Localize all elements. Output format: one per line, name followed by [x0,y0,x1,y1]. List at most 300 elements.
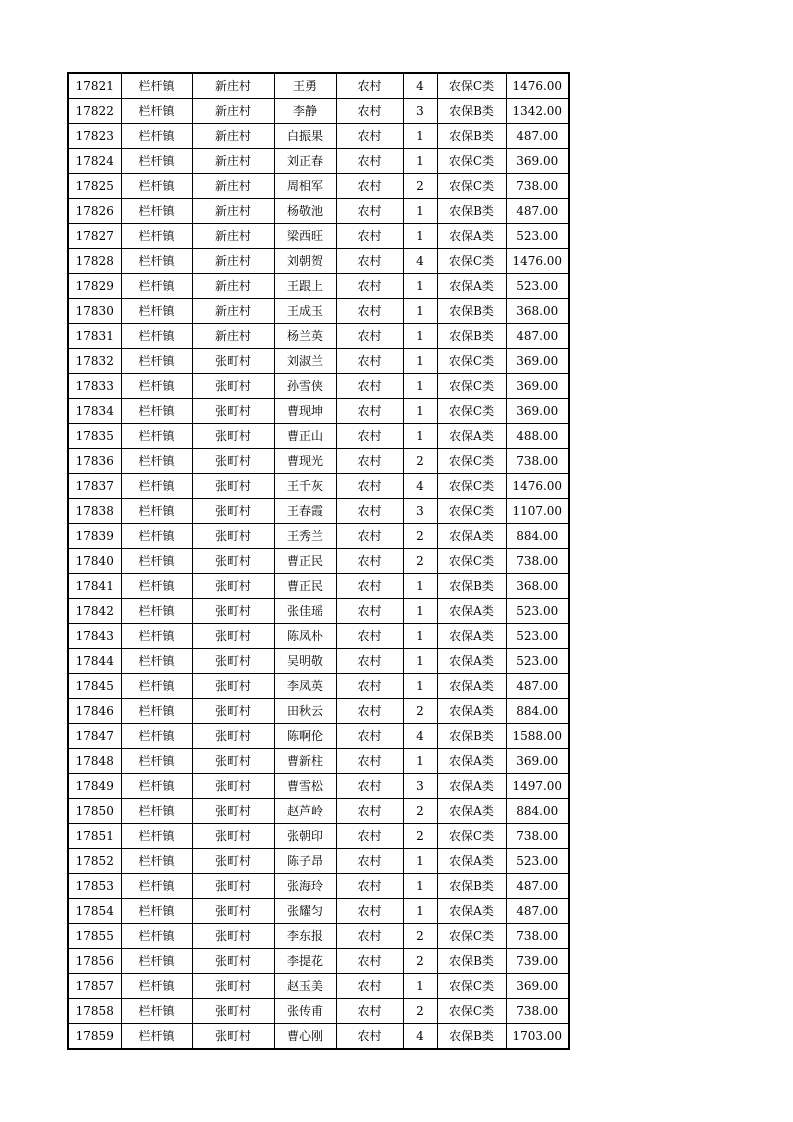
table-row [68,299,569,324]
category-cell: 农保B类 [437,949,506,974]
category-cell: 农保C类 [437,824,506,849]
household-type-cell: 农村 [336,449,403,474]
record-number-cell: 17855 [68,924,121,949]
name-cell: 刘淑兰 [274,349,336,374]
town-cell: 栏杆镇 [121,574,192,599]
people-count-cell: 4 [403,724,437,749]
village-cell: 新庄村 [192,124,274,149]
people-count-cell: 1 [403,324,437,349]
amount-cell: 487.00 [506,899,569,924]
table-row [68,224,569,249]
people-count-cell: 1 [403,124,437,149]
village-cell: 张町村 [192,549,274,574]
category-cell: 农保C类 [437,924,506,949]
table-row [68,324,569,349]
table-row [68,949,569,974]
record-number-cell: 17856 [68,949,121,974]
town-cell: 栏杆镇 [121,499,192,524]
record-number-cell: 17832 [68,349,121,374]
people-count-cell: 2 [403,824,437,849]
village-cell: 张町村 [192,499,274,524]
amount-cell: 739.00 [506,949,569,974]
category-cell: 农保C类 [437,549,506,574]
category-cell: 农保A类 [437,624,506,649]
record-number-cell: 17854 [68,899,121,924]
village-cell: 新庄村 [192,249,274,274]
household-type-cell: 农村 [336,1024,403,1050]
amount-cell: 1476.00 [506,73,569,99]
table-row [68,249,569,274]
table-row [68,724,569,749]
household-type-cell: 农村 [336,524,403,549]
village-cell: 张町村 [192,624,274,649]
record-number-cell: 17825 [68,174,121,199]
household-type-cell: 农村 [336,974,403,999]
table-row [68,774,569,799]
village-cell: 张町村 [192,899,274,924]
people-count-cell: 3 [403,99,437,124]
people-count-cell: 1 [403,399,437,424]
household-type-cell: 农村 [336,424,403,449]
amount-cell: 738.00 [506,449,569,474]
town-cell: 栏杆镇 [121,149,192,174]
people-count-cell: 1 [403,974,437,999]
village-cell: 新庄村 [192,174,274,199]
people-count-cell: 2 [403,174,437,199]
table-row [68,73,569,99]
town-cell: 栏杆镇 [121,349,192,374]
household-type-cell: 农村 [336,349,403,374]
town-cell: 栏杆镇 [121,899,192,924]
people-count-cell: 1 [403,374,437,399]
name-cell: 白振果 [274,124,336,149]
amount-cell: 884.00 [506,524,569,549]
table-row [68,924,569,949]
name-cell: 陈啊伦 [274,724,336,749]
table-row [68,174,569,199]
record-number-cell: 17840 [68,549,121,574]
people-count-cell: 4 [403,474,437,499]
people-count-cell: 1 [403,674,437,699]
category-cell: 农保C类 [437,149,506,174]
category-cell: 农保C类 [437,73,506,99]
amount-cell: 369.00 [506,349,569,374]
amount-cell: 738.00 [506,549,569,574]
table-row [68,799,569,824]
record-number-cell: 17827 [68,224,121,249]
table-row [68,149,569,174]
household-type-cell: 农村 [336,849,403,874]
category-cell: 农保C类 [437,399,506,424]
town-cell: 栏杆镇 [121,249,192,274]
name-cell: 赵玉美 [274,974,336,999]
town-cell: 栏杆镇 [121,999,192,1024]
amount-cell: 1588.00 [506,724,569,749]
household-type-cell: 农村 [336,574,403,599]
amount-cell: 884.00 [506,699,569,724]
household-type-cell: 农村 [336,399,403,424]
name-cell: 田秋云 [274,699,336,724]
category-cell: 农保A类 [437,699,506,724]
table-row [68,674,569,699]
amount-cell: 1342.00 [506,99,569,124]
town-cell: 栏杆镇 [121,599,192,624]
category-cell: 农保A类 [437,674,506,699]
table-row [68,274,569,299]
household-type-cell: 农村 [336,124,403,149]
household-type-cell: 农村 [336,749,403,774]
people-count-cell: 2 [403,699,437,724]
town-cell: 栏杆镇 [121,524,192,549]
category-cell: 农保A类 [437,749,506,774]
people-count-cell: 4 [403,249,437,274]
people-count-cell: 2 [403,799,437,824]
village-cell: 张町村 [192,374,274,399]
category-cell: 农保C类 [437,349,506,374]
amount-cell: 738.00 [506,924,569,949]
household-type-cell: 农村 [336,174,403,199]
table-row [68,574,569,599]
village-cell: 张町村 [192,724,274,749]
village-cell: 张町村 [192,649,274,674]
amount-cell: 487.00 [506,199,569,224]
village-cell: 张町村 [192,574,274,599]
name-cell: 周相军 [274,174,336,199]
amount-cell: 1476.00 [506,474,569,499]
people-count-cell: 1 [403,874,437,899]
name-cell: 刘正春 [274,149,336,174]
household-type-cell: 农村 [336,99,403,124]
name-cell: 李提花 [274,949,336,974]
town-cell: 栏杆镇 [121,374,192,399]
village-cell: 张町村 [192,424,274,449]
people-count-cell: 1 [403,849,437,874]
name-cell: 曹新柱 [274,749,336,774]
town-cell: 栏杆镇 [121,949,192,974]
town-cell: 栏杆镇 [121,549,192,574]
name-cell: 王秀兰 [274,524,336,549]
amount-cell: 369.00 [506,149,569,174]
record-number-cell: 17829 [68,274,121,299]
town-cell: 栏杆镇 [121,399,192,424]
amount-cell: 487.00 [506,874,569,899]
roster-body [68,73,569,1049]
name-cell: 张传甫 [274,999,336,1024]
name-cell: 杨敬池 [274,199,336,224]
people-count-cell: 1 [403,149,437,174]
people-count-cell: 2 [403,924,437,949]
category-cell: 农保B类 [437,1024,506,1050]
town-cell: 栏杆镇 [121,799,192,824]
town-cell: 栏杆镇 [121,174,192,199]
table-row [68,524,569,549]
household-type-cell: 农村 [336,224,403,249]
amount-cell: 738.00 [506,174,569,199]
town-cell: 栏杆镇 [121,224,192,249]
record-number-cell: 17859 [68,1024,121,1050]
people-count-cell: 1 [403,299,437,324]
amount-cell: 738.00 [506,999,569,1024]
name-cell: 陈凤朴 [274,624,336,649]
category-cell: 农保A类 [437,274,506,299]
record-number-cell: 17828 [68,249,121,274]
category-cell: 农保B类 [437,99,506,124]
record-number-cell: 17824 [68,149,121,174]
amount-cell: 523.00 [506,274,569,299]
table-row [68,349,569,374]
name-cell: 曹心刚 [274,1024,336,1050]
table-row [68,874,569,899]
table-row [68,849,569,874]
town-cell: 栏杆镇 [121,774,192,799]
village-cell: 张町村 [192,449,274,474]
household-type-cell: 农村 [336,799,403,824]
record-number-cell: 17852 [68,849,121,874]
record-number-cell: 17838 [68,499,121,524]
name-cell: 曹正民 [274,549,336,574]
table-row [68,474,569,499]
category-cell: 农保B类 [437,199,506,224]
record-number-cell: 17841 [68,574,121,599]
household-type-cell: 农村 [336,274,403,299]
town-cell: 栏杆镇 [121,199,192,224]
village-cell: 新庄村 [192,149,274,174]
village-cell: 张町村 [192,349,274,374]
table-row [68,99,569,124]
town-cell: 栏杆镇 [121,724,192,749]
village-cell: 张町村 [192,799,274,824]
name-cell: 梁西旺 [274,224,336,249]
town-cell: 栏杆镇 [121,974,192,999]
town-cell: 栏杆镇 [121,324,192,349]
category-cell: 农保A类 [437,849,506,874]
amount-cell: 368.00 [506,574,569,599]
people-count-cell: 1 [403,749,437,774]
category-cell: 农保A类 [437,799,506,824]
household-type-cell: 农村 [336,699,403,724]
record-number-cell: 17846 [68,699,121,724]
household-type-cell: 农村 [336,374,403,399]
table-row [68,124,569,149]
name-cell: 张海玲 [274,874,336,899]
household-type-cell: 农村 [336,549,403,574]
record-number-cell: 17823 [68,124,121,149]
category-cell: 农保A类 [437,524,506,549]
category-cell: 农保B类 [437,299,506,324]
household-type-cell: 农村 [336,299,403,324]
people-count-cell: 1 [403,574,437,599]
village-cell: 新庄村 [192,224,274,249]
household-type-cell: 农村 [336,824,403,849]
people-count-cell: 2 [403,524,437,549]
household-type-cell: 农村 [336,73,403,99]
people-count-cell: 1 [403,274,437,299]
household-type-cell: 农村 [336,599,403,624]
table-row [68,374,569,399]
household-type-cell: 农村 [336,324,403,349]
town-cell: 栏杆镇 [121,449,192,474]
record-number-cell: 17821 [68,73,121,99]
town-cell: 栏杆镇 [121,924,192,949]
record-number-cell: 17847 [68,724,121,749]
village-cell: 张町村 [192,874,274,899]
name-cell: 李静 [274,99,336,124]
category-cell: 农保C类 [437,374,506,399]
town-cell: 栏杆镇 [121,824,192,849]
people-count-cell: 2 [403,549,437,574]
name-cell: 李凤英 [274,674,336,699]
category-cell: 农保A类 [437,899,506,924]
people-count-cell: 1 [403,349,437,374]
town-cell: 栏杆镇 [121,649,192,674]
record-number-cell: 17845 [68,674,121,699]
record-number-cell: 17839 [68,524,121,549]
category-cell: 农保A类 [437,774,506,799]
record-number-cell: 17851 [68,824,121,849]
name-cell: 曹现坤 [274,399,336,424]
amount-cell: 487.00 [506,324,569,349]
town-cell: 栏杆镇 [121,299,192,324]
record-number-cell: 17836 [68,449,121,474]
household-type-cell: 农村 [336,624,403,649]
record-number-cell: 17843 [68,624,121,649]
category-cell: 农保C类 [437,474,506,499]
record-number-cell: 17849 [68,774,121,799]
household-type-cell: 农村 [336,149,403,174]
town-cell: 栏杆镇 [121,874,192,899]
amount-cell: 369.00 [506,374,569,399]
amount-cell: 523.00 [506,649,569,674]
table-row [68,424,569,449]
record-number-cell: 17831 [68,324,121,349]
village-cell: 新庄村 [192,299,274,324]
category-cell: 农保C类 [437,449,506,474]
table-row [68,749,569,774]
name-cell: 曹现光 [274,449,336,474]
town-cell: 栏杆镇 [121,674,192,699]
amount-cell: 523.00 [506,624,569,649]
village-cell: 张町村 [192,474,274,499]
name-cell: 李东报 [274,924,336,949]
household-type-cell: 农村 [336,949,403,974]
table-row [68,649,569,674]
amount-cell: 1703.00 [506,1024,569,1050]
village-cell: 张町村 [192,599,274,624]
record-number-cell: 17833 [68,374,121,399]
category-cell: 农保C类 [437,974,506,999]
amount-cell: 369.00 [506,974,569,999]
people-count-cell: 1 [403,899,437,924]
name-cell: 赵芦岭 [274,799,336,824]
town-cell: 栏杆镇 [121,124,192,149]
table-row [68,549,569,574]
table-row [68,199,569,224]
record-number-cell: 17850 [68,799,121,824]
name-cell: 张佳瑶 [274,599,336,624]
town-cell: 栏杆镇 [121,424,192,449]
village-cell: 张町村 [192,974,274,999]
amount-cell: 487.00 [506,124,569,149]
village-cell: 张町村 [192,674,274,699]
name-cell: 王千灰 [274,474,336,499]
amount-cell: 369.00 [506,749,569,774]
people-count-cell: 1 [403,624,437,649]
village-cell: 新庄村 [192,274,274,299]
village-cell: 张町村 [192,999,274,1024]
amount-cell: 884.00 [506,799,569,824]
name-cell: 张耀匀 [274,899,336,924]
category-cell: 农保C类 [437,174,506,199]
town-cell: 栏杆镇 [121,73,192,99]
amount-cell: 369.00 [506,399,569,424]
people-count-cell: 1 [403,649,437,674]
household-type-cell: 农村 [336,499,403,524]
table-row [68,999,569,1024]
name-cell: 曹雪松 [274,774,336,799]
category-cell: 农保B类 [437,574,506,599]
household-type-cell: 农村 [336,199,403,224]
category-cell: 农保A类 [437,424,506,449]
household-type-cell: 农村 [336,724,403,749]
name-cell: 张朝印 [274,824,336,849]
village-cell: 张町村 [192,924,274,949]
household-type-cell: 农村 [336,774,403,799]
people-count-cell: 1 [403,599,437,624]
village-cell: 张町村 [192,399,274,424]
village-cell: 张町村 [192,749,274,774]
people-count-cell: 2 [403,449,437,474]
village-cell: 张町村 [192,1024,274,1050]
record-number-cell: 17858 [68,999,121,1024]
name-cell: 曹正山 [274,424,336,449]
record-number-cell: 17857 [68,974,121,999]
name-cell: 陈子昂 [274,849,336,874]
record-number-cell: 17830 [68,299,121,324]
people-count-cell: 1 [403,424,437,449]
household-type-cell: 农村 [336,874,403,899]
table-row [68,1024,569,1050]
people-count-cell: 4 [403,1024,437,1050]
category-cell: 农保A类 [437,649,506,674]
amount-cell: 488.00 [506,424,569,449]
roster-table [67,72,570,1050]
category-cell: 农保B类 [437,324,506,349]
record-number-cell: 17822 [68,99,121,124]
category-cell: 农保B类 [437,874,506,899]
record-number-cell: 17842 [68,599,121,624]
amount-cell: 1497.00 [506,774,569,799]
category-cell: 农保C类 [437,999,506,1024]
people-count-cell: 1 [403,224,437,249]
village-cell: 新庄村 [192,324,274,349]
household-type-cell: 农村 [336,474,403,499]
people-count-cell: 2 [403,949,437,974]
village-cell: 张町村 [192,824,274,849]
record-number-cell: 17835 [68,424,121,449]
household-type-cell: 农村 [336,899,403,924]
name-cell: 王跟上 [274,274,336,299]
category-cell: 农保A类 [437,224,506,249]
table-row [68,699,569,724]
village-cell: 张町村 [192,849,274,874]
category-cell: 农保C类 [437,499,506,524]
people-count-cell: 4 [403,73,437,99]
town-cell: 栏杆镇 [121,1024,192,1050]
record-number-cell: 17844 [68,649,121,674]
village-cell: 张町村 [192,524,274,549]
name-cell: 王成玉 [274,299,336,324]
table-row [68,899,569,924]
